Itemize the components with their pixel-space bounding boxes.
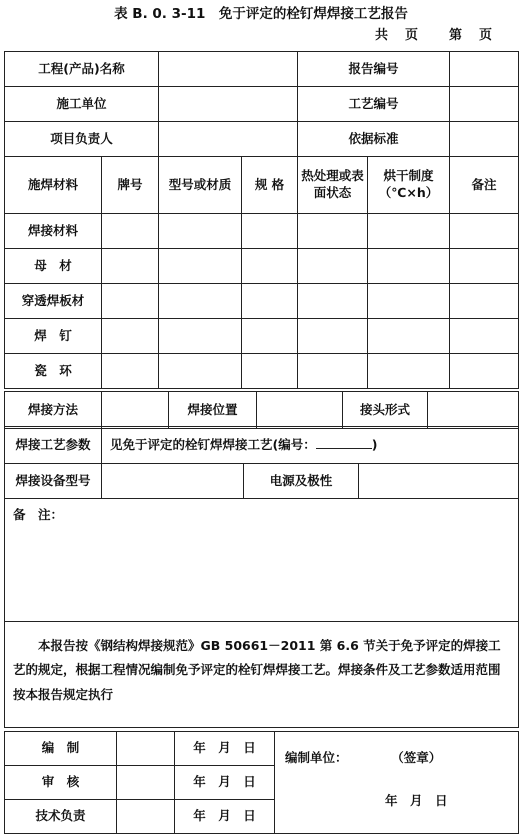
basis-standard-label: 依据标准 bbox=[298, 122, 450, 157]
sign-label-tech: 技术负责 bbox=[5, 800, 117, 834]
welding-method-label: 焊接方法 bbox=[5, 392, 102, 429]
materials-col-material: 施焊材料 bbox=[5, 157, 102, 214]
welding-method-field[interactable] bbox=[102, 392, 169, 429]
sign-field-compile[interactable] bbox=[117, 732, 175, 766]
report-number-field[interactable] bbox=[450, 52, 519, 87]
cell-field[interactable] bbox=[102, 249, 159, 284]
sign-label-review: 审 核 bbox=[5, 766, 117, 800]
cell-field[interactable] bbox=[242, 284, 298, 319]
project-manager-label: 项目负责人 bbox=[5, 122, 159, 157]
cell-field[interactable] bbox=[102, 214, 159, 249]
materials-row-label: 瓷 环 bbox=[5, 354, 102, 389]
compile-unit-date: 年 月 日 bbox=[385, 792, 448, 808]
compile-unit-label: 编制单位： bbox=[285, 750, 348, 765]
cell-field[interactable] bbox=[450, 354, 519, 389]
header-row-unit bbox=[5, 87, 519, 122]
page-count-page-label-2: 页 bbox=[479, 28, 493, 43]
materials-row bbox=[5, 354, 519, 389]
seal-label: （签章） bbox=[397, 750, 442, 765]
cell-field[interactable] bbox=[298, 214, 368, 249]
header-row-manager bbox=[5, 122, 519, 157]
welding-position-field[interactable] bbox=[257, 392, 343, 429]
process-params-row bbox=[5, 427, 519, 464]
materials-row-label: 焊接材料 bbox=[5, 214, 102, 249]
page-count-page-label-1: 页 bbox=[405, 28, 419, 43]
welding-method-table bbox=[4, 391, 519, 429]
joint-form-label: 接头形式 bbox=[343, 392, 428, 429]
cell-field[interactable] bbox=[450, 214, 519, 249]
materials-col-brand: 牌号 bbox=[102, 157, 159, 214]
cell-field[interactable] bbox=[242, 319, 298, 354]
materials-header-row bbox=[5, 157, 519, 214]
cell-field[interactable] bbox=[102, 284, 159, 319]
sign-field-tech[interactable] bbox=[117, 800, 175, 834]
project-manager-field[interactable] bbox=[159, 122, 298, 157]
materials-row-label: 母 材 bbox=[5, 249, 102, 284]
project-name-label: 工程(产品)名称 bbox=[5, 52, 159, 87]
process-params-label: 焊接工艺参数 bbox=[5, 427, 102, 464]
cell-field[interactable] bbox=[450, 319, 519, 354]
basis-standard-field[interactable] bbox=[450, 122, 519, 157]
cell-field[interactable] bbox=[368, 284, 450, 319]
materials-row bbox=[5, 319, 519, 354]
cell-field[interactable] bbox=[159, 249, 242, 284]
process-table bbox=[4, 426, 519, 728]
report-form-table bbox=[4, 51, 519, 389]
materials-row-label: 穿透焊板材 bbox=[5, 284, 102, 319]
sign-date-review[interactable]: 年 月 日 bbox=[175, 766, 275, 800]
sign-field-review[interactable] bbox=[117, 766, 175, 800]
cell-field[interactable] bbox=[368, 249, 450, 284]
cell-field[interactable] bbox=[102, 319, 159, 354]
materials-col-drying: 烘干制度（℃×h） bbox=[368, 157, 450, 214]
cell-field[interactable] bbox=[242, 354, 298, 389]
cell-field[interactable] bbox=[159, 214, 242, 249]
page-count-current-label: 第 bbox=[449, 28, 463, 43]
materials-col-model: 型号或材质 bbox=[159, 157, 242, 214]
header-row-project bbox=[5, 52, 519, 87]
process-number-label: 工艺编号 bbox=[298, 87, 450, 122]
welding-position-label: 焊接位置 bbox=[169, 392, 257, 429]
process-number-field[interactable] bbox=[450, 87, 519, 122]
materials-row-label: 焊 钉 bbox=[5, 319, 102, 354]
cell-field[interactable] bbox=[368, 319, 450, 354]
cell-field[interactable] bbox=[450, 284, 519, 319]
materials-row bbox=[5, 249, 519, 284]
page-count-total-label: 共 bbox=[375, 28, 389, 43]
cell-field[interactable] bbox=[242, 214, 298, 249]
statement-text: 本报告按《钢结构焊接规范》GB 50661－2011 第 6.6 节关于免予评定的焊接工艺的规定，根据工程情况编制免予评定的栓钉焊焊接工艺。焊接条件及工艺参数适用范围按本报告规定执行 bbox=[13, 638, 501, 702]
statement-cell bbox=[5, 622, 519, 728]
materials-col-heat-treatment: 热处理或表面状态 bbox=[298, 157, 368, 214]
signature-table bbox=[4, 731, 519, 834]
statement-row bbox=[5, 622, 519, 728]
cell-field[interactable] bbox=[159, 354, 242, 389]
power-polarity-label: 电源及极性 bbox=[244, 464, 359, 499]
cell-field[interactable] bbox=[102, 354, 159, 389]
cell-field[interactable] bbox=[368, 354, 450, 389]
joint-form-field[interactable] bbox=[428, 392, 519, 429]
sign-date-compile[interactable]: 年 月 日 bbox=[175, 732, 275, 766]
process-number-blank[interactable] bbox=[316, 436, 372, 449]
materials-col-remarks: 备注 bbox=[450, 157, 519, 214]
page-count bbox=[375, 24, 515, 43]
cell-field[interactable] bbox=[159, 284, 242, 319]
process-params-prefix: 见免于评定的栓钉焊焊接工艺(编号： bbox=[110, 437, 316, 453]
cell-field[interactable] bbox=[298, 319, 368, 354]
cell-field[interactable] bbox=[242, 249, 298, 284]
process-params-suffix: ) bbox=[371, 437, 378, 453]
equipment-row bbox=[5, 464, 519, 499]
sign-label-compile: 编 制 bbox=[5, 732, 117, 766]
process-params-value[interactable] bbox=[102, 427, 519, 464]
materials-row bbox=[5, 214, 519, 249]
materials-col-spec: 规 格 bbox=[242, 157, 298, 214]
sign-date-tech[interactable]: 年 月 日 bbox=[175, 800, 275, 834]
construction-unit-label: 施工单位 bbox=[5, 87, 159, 122]
cell-field[interactable] bbox=[368, 214, 450, 249]
cell-field[interactable] bbox=[159, 319, 242, 354]
materials-row bbox=[5, 284, 519, 319]
compile-unit-line bbox=[285, 750, 518, 767]
cell-field[interactable] bbox=[298, 284, 368, 319]
report-number-label: 报告编号 bbox=[298, 52, 450, 87]
equipment-field[interactable] bbox=[102, 464, 244, 499]
report-title: 表 B. 0. 3-11 免于评定的栓钉焊焊接工艺报告 bbox=[114, 6, 408, 22]
cell-field[interactable] bbox=[298, 354, 368, 389]
cell-field[interactable] bbox=[450, 249, 519, 284]
power-polarity-field[interactable] bbox=[359, 464, 519, 499]
equipment-label: 焊接设备型号 bbox=[5, 464, 102, 499]
construction-unit-field[interactable] bbox=[159, 87, 298, 122]
cell-field[interactable] bbox=[298, 249, 368, 284]
sign-row-compile bbox=[5, 732, 519, 766]
project-name-field[interactable] bbox=[159, 52, 298, 87]
welding-method-row bbox=[5, 392, 519, 429]
remarks-label: 备 注： bbox=[13, 507, 64, 522]
compile-unit-cell[interactable] bbox=[275, 732, 519, 834]
remarks-field[interactable] bbox=[5, 499, 519, 622]
remarks-row bbox=[5, 499, 519, 622]
